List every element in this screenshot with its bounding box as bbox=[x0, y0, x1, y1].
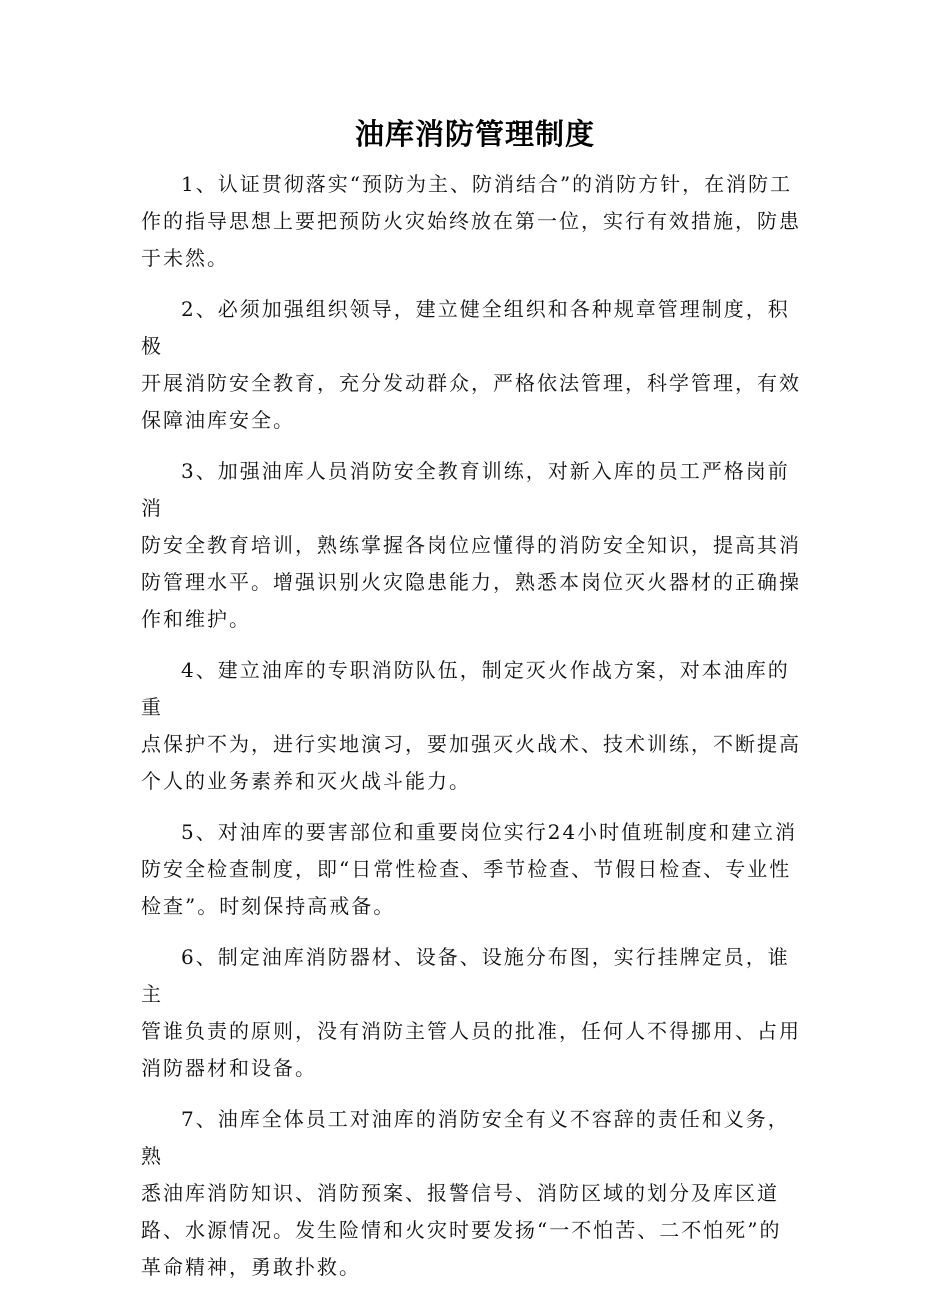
paragraph-line: 防管理水平。增强识别火灾隐患能力，熟悉本岗位灭火器材的正确操 bbox=[141, 570, 801, 594]
paragraph-4 bbox=[141, 652, 811, 800]
paragraph-1 bbox=[141, 166, 811, 277]
paragraph-line: 保障油库安全。 bbox=[141, 408, 295, 432]
document-body bbox=[141, 166, 811, 1300]
paragraph-line: 个人的业务素养和灭火战斗能力。 bbox=[141, 769, 471, 793]
paragraph-3 bbox=[141, 453, 811, 638]
paragraph-2 bbox=[141, 291, 811, 439]
paragraph-line: 于未然。 bbox=[141, 246, 229, 270]
paragraph-6 bbox=[141, 939, 811, 1087]
paragraph-line: 路、水源情况。发生险情和火灾时要发扬“一不怕苦、二不怕死”的 bbox=[141, 1218, 782, 1242]
paragraph-line: 消防器材和设备。 bbox=[141, 1056, 317, 1080]
paragraph-line: 检查”。时刻保持高戒备。 bbox=[141, 894, 396, 918]
paragraph-line: 防安全教育培训，熟练掌握各岗位应懂得的消防安全知识，提高其消 bbox=[141, 533, 801, 557]
paragraph-line: 悉油库消防知识、消防预案、报警信号、消防区域的划分及库区道 bbox=[141, 1181, 779, 1205]
paragraph-line: 7、油库全体员工对油库的消防安全有义不容辞的责任和义务，熟 bbox=[141, 1107, 790, 1168]
paragraph-line: 5、对油库的要害部位和重要岗位实行24小时值班制度和建立消 bbox=[181, 820, 798, 844]
paragraph-7 bbox=[141, 1101, 811, 1286]
paragraph-line: 防安全检查制度，即“日常性检查、季节检查、节假日检查、专业性 bbox=[141, 857, 792, 881]
paragraph-line: 革命精神，勇敢扑救。 bbox=[141, 1255, 361, 1279]
paragraph-line: 3、加强油库人员消防安全教育训练，对新入库的员工严格岗前消 bbox=[141, 459, 790, 520]
document-title: 油库消防管理制度 bbox=[354, 117, 595, 151]
paragraph-line: 开展消防安全教育，充分发动群众，严格依法管理，科学管理，有效 bbox=[141, 371, 801, 395]
paragraph-line: 6、制定油库消防器材、设备、设施分布图，实行挂牌定员，谁主 bbox=[141, 945, 790, 1006]
paragraph-line: 作的指导思想上要把预防火灾始终放在第一位，实行有效措施，防患 bbox=[141, 209, 801, 233]
paragraph-line: 管谁负责的原则，没有消防主管人员的批准，任何人不得挪用、占用 bbox=[141, 1019, 801, 1043]
paragraph-5 bbox=[141, 814, 811, 925]
paragraph-line: 点保护不为，进行实地演习，要加强灭火战术、技术训练，不断提高 bbox=[141, 732, 801, 756]
paragraph-line: 作和维护。 bbox=[141, 607, 251, 631]
paragraph-line: 2、必须加强组织领导，建立健全组织和各种规章管理制度，积极 bbox=[141, 297, 790, 358]
paragraph-line: 1、认证贯彻落实“预防为主、防消结合”的消防方针，在消防工 bbox=[181, 172, 793, 196]
paragraph-line: 4、建立油库的专职消防队伍，制定灭火作战方案，对本油库的重 bbox=[141, 658, 790, 719]
